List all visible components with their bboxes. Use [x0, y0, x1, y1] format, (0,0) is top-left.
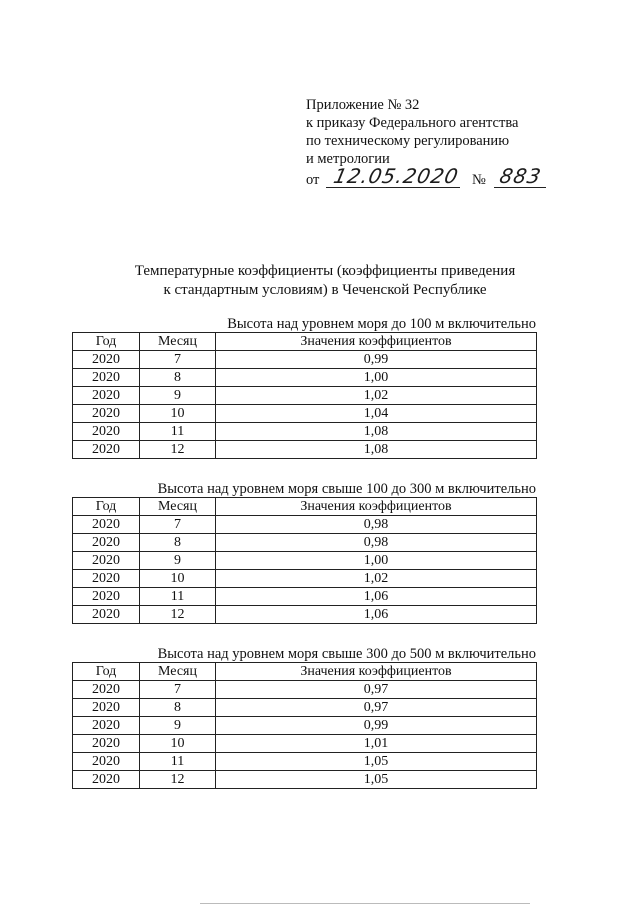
cell-coefficient: 0,98 — [216, 516, 537, 534]
cell-coefficient: 1,01 — [216, 735, 537, 753]
order-date-field — [326, 164, 462, 188]
cell-month: 8 — [140, 534, 216, 552]
cell-year: 2020 — [73, 351, 140, 369]
table-row — [73, 534, 537, 552]
cell-month: 9 — [140, 717, 216, 735]
order-date-handwritten: 12.05.2020 — [331, 164, 462, 188]
order-date-number-line — [306, 164, 546, 190]
table-section-100-to-300m — [72, 481, 536, 624]
cell-month: 12 — [140, 441, 216, 459]
table-row — [73, 771, 537, 789]
table-row — [73, 588, 537, 606]
table-row — [73, 570, 537, 588]
order-number-field — [494, 164, 546, 188]
cell-month: 9 — [140, 552, 216, 570]
table-row — [73, 369, 537, 387]
cell-year: 2020 — [73, 570, 140, 588]
cell-year: 2020 — [73, 369, 140, 387]
table-caption: Высота над уровнем моря свыше 300 до 500 м включительно — [157, 646, 536, 662]
order-date-prefix: от — [306, 172, 320, 188]
title-line-1: Температурные коэффициенты (коэффициенты приведения — [134, 263, 516, 279]
appendix-order-ref: к приказу Федерального агентства — [306, 115, 519, 131]
cell-month: 10 — [140, 570, 216, 588]
cell-coefficient: 0,98 — [216, 534, 537, 552]
cell-year: 2020 — [73, 735, 140, 753]
appendix-number: Приложение № 32 — [306, 97, 420, 113]
header-month: Месяц — [140, 333, 216, 351]
cell-year: 2020 — [73, 681, 140, 699]
header-coefficient: Значения коэффициентов — [216, 663, 537, 681]
table-row — [73, 441, 537, 459]
cell-month: 10 — [140, 735, 216, 753]
cell-coefficient: 1,06 — [216, 606, 537, 624]
table-row — [73, 735, 537, 753]
order-number-handwritten: 883 — [497, 164, 544, 188]
cell-coefficient: 1,02 — [216, 570, 537, 588]
cell-coefficient: 1,04 — [216, 405, 537, 423]
table-row — [73, 717, 537, 735]
cell-year: 2020 — [73, 423, 140, 441]
cell-year: 2020 — [73, 699, 140, 717]
cell-month: 8 — [140, 369, 216, 387]
header-coefficient: Значения коэффициентов — [216, 333, 537, 351]
cell-coefficient: 0,99 — [216, 717, 537, 735]
table-row — [73, 423, 537, 441]
cell-year: 2020 — [73, 516, 140, 534]
cell-coefficient: 0,99 — [216, 351, 537, 369]
table-section-300-to-500m — [72, 646, 536, 789]
cell-month: 9 — [140, 387, 216, 405]
table-caption: Высота над уровнем моря до 100 м включительно — [227, 316, 536, 332]
cell-coefficient: 1,05 — [216, 771, 537, 789]
order-number-sign: № — [472, 172, 486, 188]
cell-coefficient: 1,08 — [216, 441, 537, 459]
cell-coefficient: 1,05 — [216, 753, 537, 771]
document-title — [100, 262, 550, 300]
table-row — [73, 753, 537, 771]
cell-month: 12 — [140, 771, 216, 789]
table-row — [73, 552, 537, 570]
coefficients-table — [72, 332, 537, 459]
table-row — [73, 516, 537, 534]
cell-coefficient: 1,08 — [216, 423, 537, 441]
coefficients-table — [72, 662, 537, 789]
table-row — [73, 606, 537, 624]
cell-year: 2020 — [73, 534, 140, 552]
cell-month: 7 — [140, 351, 216, 369]
cell-month: 10 — [140, 405, 216, 423]
title-line-2: к стандартным условиям) в Чеченской Республике — [163, 282, 487, 298]
table-caption: Высота над уровнем моря свыше 100 до 300 м включительно — [157, 481, 536, 497]
table-row — [73, 405, 537, 423]
cell-month: 8 — [140, 699, 216, 717]
cell-coefficient: 1,00 — [216, 552, 537, 570]
cell-month: 11 — [140, 753, 216, 771]
header-year: Год — [73, 663, 140, 681]
header-month: Месяц — [140, 663, 216, 681]
cell-month: 11 — [140, 423, 216, 441]
cell-month: 7 — [140, 516, 216, 534]
table-row — [73, 681, 537, 699]
table-row — [73, 387, 537, 405]
cell-year: 2020 — [73, 441, 140, 459]
table-header-row — [73, 333, 537, 351]
table-section-up-to-100m — [72, 316, 536, 459]
cell-month: 7 — [140, 681, 216, 699]
cell-coefficient: 1,02 — [216, 387, 537, 405]
cell-month: 11 — [140, 588, 216, 606]
page-bottom-edge-line — [200, 903, 530, 904]
appendix-metrology-line: и метрологии — [306, 151, 390, 167]
cell-year: 2020 — [73, 588, 140, 606]
header-year: Год — [73, 333, 140, 351]
appendix-agency-line: по техническому регулированию — [306, 133, 510, 149]
cell-coefficient: 0,97 — [216, 699, 537, 717]
cell-year: 2020 — [73, 405, 140, 423]
cell-coefficient: 1,06 — [216, 588, 537, 606]
header-month: Месяц — [140, 498, 216, 516]
cell-month: 12 — [140, 606, 216, 624]
header-year: Год — [73, 498, 140, 516]
cell-year: 2020 — [73, 771, 140, 789]
table-header-row — [73, 663, 537, 681]
coefficients-table — [72, 497, 537, 624]
header-coefficient: Значения коэффициентов — [216, 498, 537, 516]
cell-year: 2020 — [73, 753, 140, 771]
cell-year: 2020 — [73, 606, 140, 624]
appendix-block — [306, 96, 546, 168]
table-header-row — [73, 498, 537, 516]
table-row — [73, 351, 537, 369]
cell-year: 2020 — [73, 387, 140, 405]
cell-coefficient: 1,00 — [216, 369, 537, 387]
cell-year: 2020 — [73, 717, 140, 735]
cell-coefficient: 0,97 — [216, 681, 537, 699]
cell-year: 2020 — [73, 552, 140, 570]
table-row — [73, 699, 537, 717]
